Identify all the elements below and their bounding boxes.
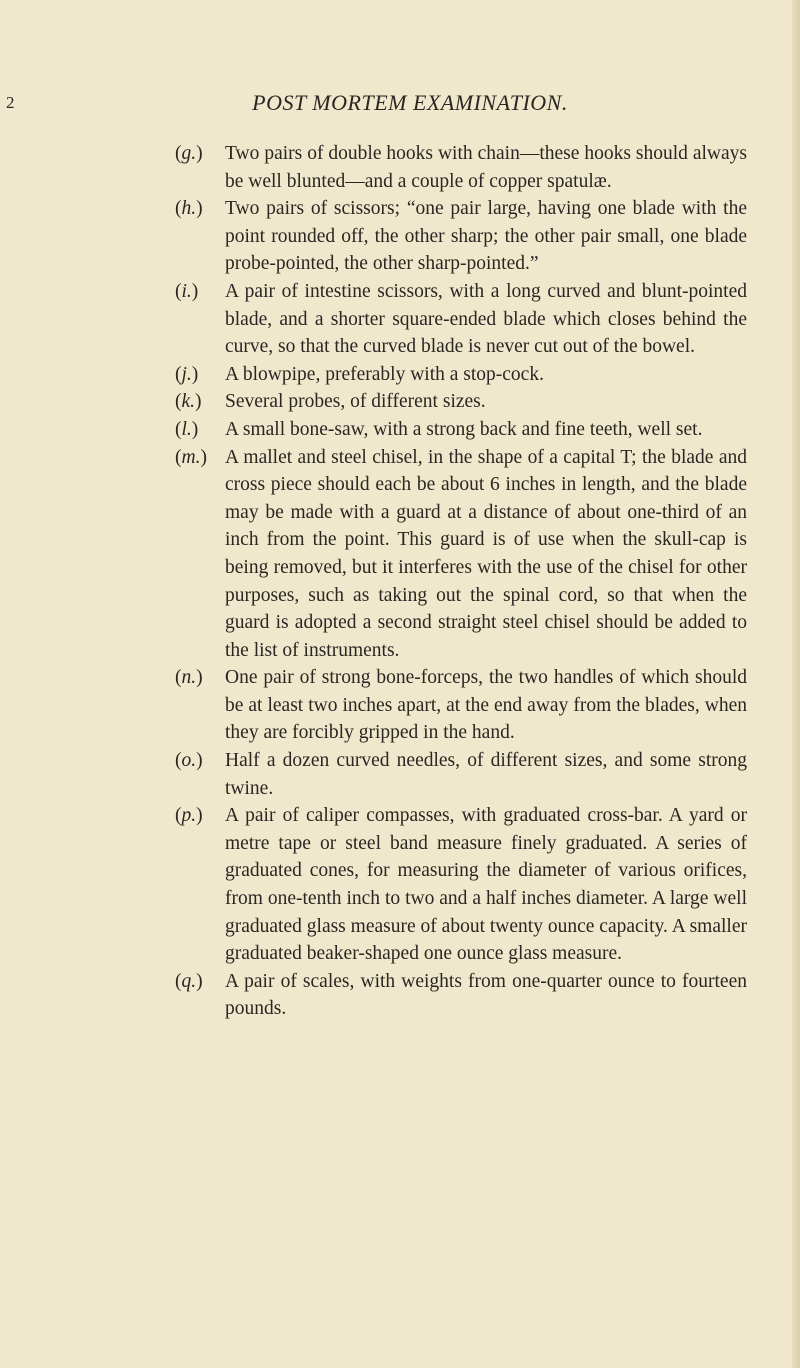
item-letter: (k.) <box>175 391 202 413</box>
item-letter: (j.) <box>175 363 199 385</box>
item-letter: (l.) <box>175 418 199 440</box>
list-item-j <box>175 361 747 389</box>
item-text: Half a dozen curved needles, of different sizes, and some strong twine. <box>225 750 747 799</box>
list-item-i <box>175 278 747 361</box>
list-item-n <box>175 664 747 747</box>
item-text: A small bone-saw, with a strong back and fine teeth, well set. <box>225 418 703 440</box>
item-letter: (o.) <box>175 750 203 772</box>
item-letter: (g.) <box>175 143 203 164</box>
item-letter: (n.) <box>175 667 203 689</box>
item-letter: (i.) <box>175 280 199 302</box>
item-letter: (p.) <box>175 805 203 827</box>
item-text: A pair of scales, with weights from one-quarter ounce to fourteen pounds. <box>225 970 747 1020</box>
running-head: POST MORTEM EXAMINATION. <box>252 90 568 115</box>
list-item-l <box>175 416 747 444</box>
item-letter: (m.) <box>175 446 207 468</box>
list-item-h <box>175 195 747 278</box>
list-item-q <box>175 968 747 1023</box>
list-item-o <box>175 747 747 802</box>
item-text: A mallet and steel chisel, in the shape of a capital T; the blade and cross piece should each be about 6 inches in length, and the blade may be made with a guard at a distance of about one-third of an inch from the point. This guard is of use when the skull-cap is being removed, but it interferes with the use of the chisel for other purposes, such as taking out the spinal cord, so that when the guard is adopted a second straight steel chisel should be added to the list of instruments. <box>225 446 747 661</box>
instrument-list <box>175 140 747 1023</box>
page-number: 2 <box>6 93 15 112</box>
list-item-p <box>175 802 747 968</box>
item-text: One pair of strong bone-forceps, the two handles of which should be at least two inches apart, at the end away from the blades, when they are forcibly gripped in the hand. <box>225 667 747 744</box>
list-item-k <box>175 388 747 416</box>
item-letter: (h.) <box>175 198 203 220</box>
item-text: Two pairs of scissors; “one pair large, having one blade with the point rounded off, the other sharp; the other pair small, one blade probe-pointed, the other sharp-pointed.” <box>225 198 747 275</box>
page-edge <box>792 0 800 1368</box>
item-letter: (q.) <box>175 970 203 992</box>
item-text: A pair of caliper compasses, with graduated cross-bar. A yard or metre tape or steel band measure finely graduated. A series of graduated cones, for measuring the diameter of various orifices, from one-tenth inch to two and a half inches diameter. A large well graduated glass measure of about twenty ounce capacity. A smaller graduated beaker-shaped one ounce glass measure. <box>225 805 747 965</box>
item-text: A blowpipe, preferably with a stop-cock. <box>225 363 544 385</box>
list-item-g <box>175 140 747 195</box>
list-item-m <box>175 444 747 665</box>
item-text: Several probes, of different sizes. <box>225 391 486 413</box>
item-text: Two pairs of double hooks with chain—these hooks should always be well blunted—and a couple of copper spatulæ. <box>225 143 747 192</box>
item-text: A pair of intestine scissors, with a long curved and blunt-pointed blade, and a shorter square-ended blade which closes behind the curve, so that the curved blade is never cut out of the bowel. <box>225 280 747 358</box>
